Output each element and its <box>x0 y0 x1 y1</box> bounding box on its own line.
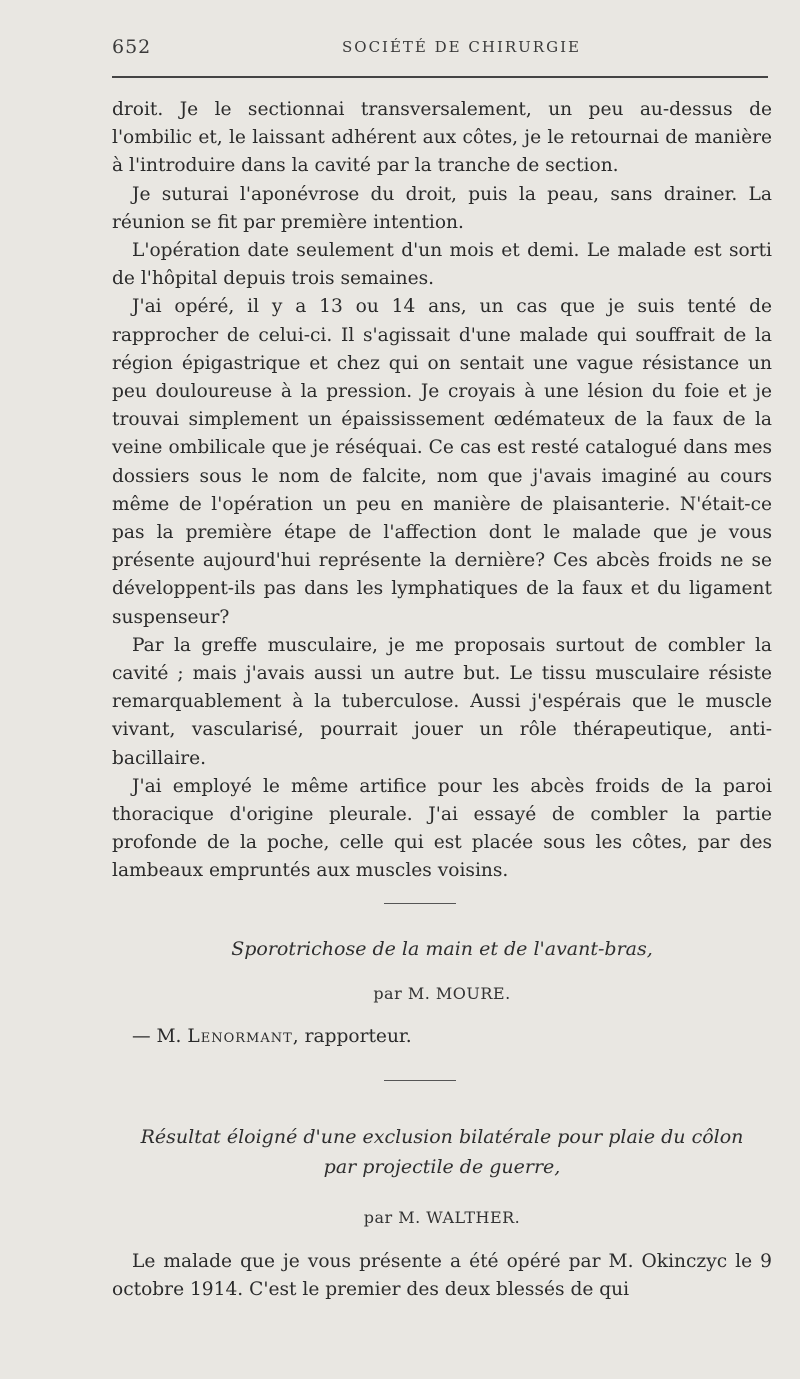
rapporteur-suffix: , rapporteur. <box>292 1026 412 1047</box>
paragraph: L'opération date seulement d'un mois et demi. Le malade est sorti de l'hôpital depuis trois semaines. <box>112 240 772 290</box>
rapporteur-line <box>132 1026 412 1047</box>
rapporteur-prefix: — M. <box>132 1026 188 1047</box>
paragraph: Je suturai l'aponévrose du droit, puis la peau, sans drainer. La réunion se fit par première intention. <box>112 183 772 233</box>
page-number: 652 <box>112 36 152 58</box>
header-rule <box>112 76 768 78</box>
paragraph: J'ai opéré, il y a 13 ou 14 ans, un cas que je suis tenté de rapprocher de celui-ci. Il s'agissait d'une malade qui souffrait de la région épigastrique et chez qui on sentait une vague résistance un peu douloureuse à la pression. Je croyais à une lésion du foie et je trouvai simplement un épaississement œdémateux de la faux de la veine ombilicale que je réséquai. Ce cas est resté catalogué dans mes dossiers sous le nom de falcite, nom que j'avais imaginé au cours même de l'opération un peu en manière de plaisanterie. N'était-ce pas la première étape de l'affection dont le malade que je vous présente aujourd'hui représente la dernière? Ces abcès froids ne se développent-ils pas dans les lymphatiques de la faux et du ligament suspenseur? <box>112 296 772 628</box>
paragraph: Par la greffe musculaire, je me proposais surtout de combler la cavité ; mais j'avais aussi un autre but. Le tissu musculaire résiste remarquablement à la tuberculose. Aussi j'espérais que le muscle vivant, vascularisé, pourrait jouer un rôle thérapeutique, anti-bacillaire. <box>112 634 772 769</box>
running-head: SOCIÉTÉ DE CHIRURGIE <box>342 38 581 56</box>
paragraph: droit. Je le sectionnai transversalement, un peu au-dessus de l'ombilic et, le laissant adhérent aux côtes, je le retournai de manière à l'introduire dans la cavité par la tranche de section. <box>112 99 772 177</box>
page-header <box>112 36 768 62</box>
rapporteur-name: Lenormant <box>187 1026 293 1047</box>
byline: par M. MOURE. <box>373 984 511 1003</box>
paragraph: Le malade que je vous présente a été opéré par M. Okinczyc le 9 octobre 1914. C'est le premier des deux blessés de qui <box>112 1251 772 1301</box>
section-text <box>112 1248 772 1304</box>
section-title <box>112 1122 772 1182</box>
paragraph: J'ai employé le même artifice pour les abcès froids de la paroi thoracique d'origine pleurale. J'ai essayé de combler la partie profonde de la poche, celle qui est placée sous les côtes, par des lambeaux empruntés aux muscles voisins. <box>112 775 772 882</box>
section-separator <box>384 1080 456 1081</box>
byline: par M. WALTHER. <box>363 1208 521 1227</box>
section-title: Sporotrichose de la main et de l'avant-bras, <box>231 938 653 960</box>
section-separator <box>384 903 456 904</box>
title-line: par projectile de guerre, <box>323 1156 561 1178</box>
main-text <box>112 96 772 886</box>
title-line: Résultat éloigné d'une exclusion bilatérale pour plaie du côlon <box>140 1126 744 1148</box>
